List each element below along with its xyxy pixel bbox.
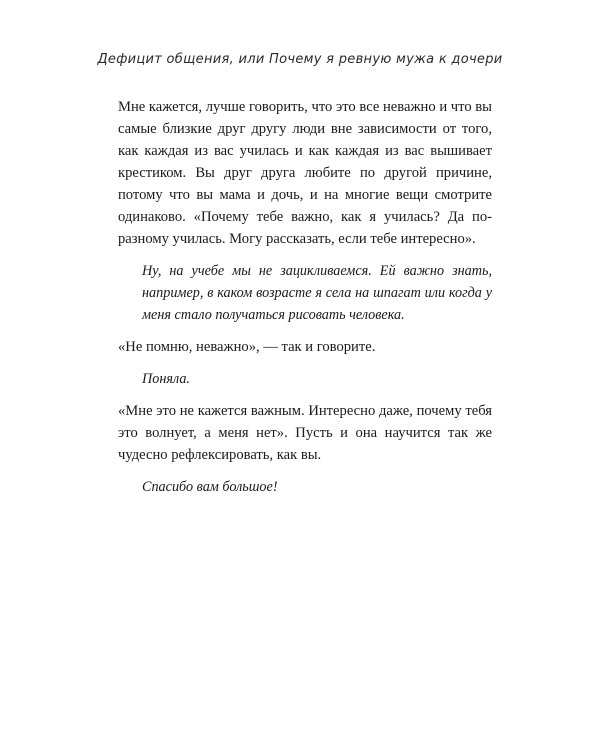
paragraph-1: Мне кажется, лучше говорить, что это все неважно и что вы самые близкие друг другу люди вне зависимости от того, как каждая из вас училась и как каждая из вас вышивает крестиком. Вы друг друга любите по другой причине, потому что вы мама и дочь, и на многие вещи смотрите одинаково. «Почему тебе важно, как я училась? Да по-разному училась. Могу рассказать, если тебе интересно». [118,99,492,247]
quote-2: Поняла. [142,371,190,387]
running-header: Дефицит общения, или Почему я ревную мужа к дочери [97,52,503,67]
paragraph-3: «Мне это не кажется важным. Интересно даже, почему тебя это волнует, а меня нет». Пусть и она научится так же чудесно рефлексировать, как вы. [118,403,492,463]
page-body [118,96,492,498]
quote-3: Спасибо вам большое! [142,479,278,495]
quote-1: Ну, на учебе мы не зацикливаемся. Ей важно знать, например, в каком возрасте я села на шпагат или когда у меня стало получаться рисовать человека. [142,263,492,323]
paragraph-2: «Не помню, неважно», — так и говорите. [118,339,376,355]
